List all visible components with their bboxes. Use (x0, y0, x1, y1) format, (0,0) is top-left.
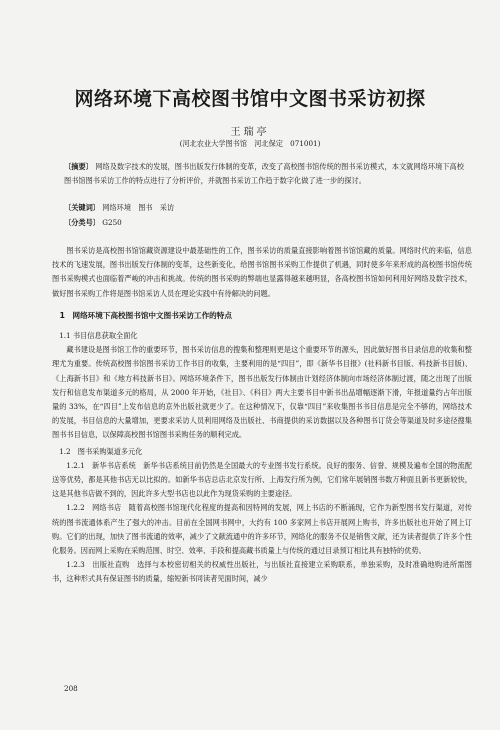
article-author: 王瑞亭 (230, 127, 270, 138)
keywords (64, 203, 174, 213)
label-1-2-1: 1.2.1 新华书店系统 (66, 460, 136, 470)
label-1-2-3: 1.2.3 出版社直购 (66, 560, 130, 570)
subsection-heading-1-1: 1.1 书目信息获取全面化 (59, 331, 138, 341)
article-body (52, 244, 472, 587)
abstract (64, 160, 464, 188)
paragraph-1-2-1 (52, 459, 472, 502)
keywords-label: 〔关键词〕 (64, 203, 100, 212)
page-number: 208 (64, 684, 78, 693)
abstract-text: 网络及数字技术的发展，图书出版发行体制的变革，改变了高校图书馆传统的图书采访模式，本文就网络环境下高校图书馆图书采访工作的特点进行了分析评价，并就图书采访工作趋于数字化做了进一步的探讨。 (64, 162, 464, 185)
classification (64, 218, 122, 228)
article-title: 网络环境下高校图书馆中文图书采访初探 (74, 88, 426, 110)
keywords-text: 网络环境 图书 采访 (102, 203, 175, 212)
subsection-heading-1-2: 1.2 图书采购渠道多元化 (59, 446, 143, 456)
abstract-label: 〔摘要〕 (64, 162, 93, 171)
text-1-2-1: 新华书店系统目前仍然是全国最大的专业图书发行系统。良好的服务、信誉、规模及遍布全国的物流配送等优势，都是其他书店无以比拟的。如新华书店总店北京发行所、上海发行所为例，它们常年展销图书数万种面且新书更新较快，这是其他书店做不到的，因此许多大型书店也以此作为现货采购的主要途径。 (52, 460, 472, 499)
text-1-2-2: 随着高校图书馆现代化程度的提高和因特网的发展，网上书店的不断涌现，它作为新型图书发行渠道，对传统的图书流通体系产生了强大的冲击。目前在全国网书网中，大约有 100 多家网上书店开展网上购书，许多出版社也开始了网上订购。它们的出现，加快了图书流通的效率，减少了文献流通中的许多环节，网络化的服务不仅是销售文献，还为读者提供了许多个性化服务。因而网上采购在采购范围、时空、效率、手段和提高藏书质量上与传统的通过目录预订相比具有独特的优势。 (52, 503, 472, 556)
intro-paragraph: 图书采访是高校图书馆馆藏资源建设中最基础性的工作，图书采访的质量直接影响着图书馆馆藏的质量。网络时代的来临，信息技术的飞速发展，图书出版发行体制的变革，这些新变化，给图书馆图书采购工作提供了机遇，同时使多年来形成的高校图书馆传统图书采购模式也面临着严峻的冲击和挑战。传统的图书采购的弊端也显露得越来越明显，各高校图书馆如何利用好网络及数字技术，做好图书采购工作将是图书馆采访人员在理论实践中有待解决的问题。 (52, 246, 472, 298)
classification-label: 〔分类号〕 (64, 218, 100, 227)
paragraph-1-1: 藏书建设是图书馆工作的重要环节，图书采访信息的搜集和整理则更是这个重要环节的源头，因此做好图书目录信息的收集和整理尤为重要。传统高校图书馆图书采访工作书目的收集，主要利用的是“四目”，即《新华书目报》(社科新书目版、科技新书目版)、《上海新书目》和《地方科技新书目》。网络环境条件下，图书出版发行体制由计划经济体制向市场经济体制过渡，随之出现了出版发行和信息发布渠道多元的格局，从 2000 年开始，《社目》、《科目》两大主要书目中新书出品增幅逐渐下滑，年报道量约占年出版量的 33%，在“四目”上发布信息的京外出版社就更少了。在这种情况下，仅靠“四目”来收集图书书目信息是完全不够的，网络技术的发展，书目信息的大量增加，更要求采访人员利用网络及出版社、书商提供的采访数据以及各种图书订货会等渠道及时多途径搜集图书书目信息，以保障高校图书馆图书采购任务的顺利完成。 (52, 345, 472, 440)
label-1-2-2: 1.2.2 网络书店 (66, 503, 122, 513)
classification-text: G250 (102, 218, 122, 227)
section-heading-1: 1 网络环境下高校图书馆中文图书采访工作的特点 (59, 310, 232, 320)
text-1-2-3: 选择与本校密切相关的权威性出版社，与出版社直接建立采购联系，单独采购，及时准确地购进所需图书，这种形式具有保证图书的质量，缩短新书同读者见面时间，减少 (52, 560, 472, 584)
paragraph-1-2-3 (52, 558, 472, 586)
author-affiliation: (河北农业大学图书馆 河北保定 071001) (179, 139, 321, 148)
paragraph-1-2-2 (52, 501, 472, 558)
